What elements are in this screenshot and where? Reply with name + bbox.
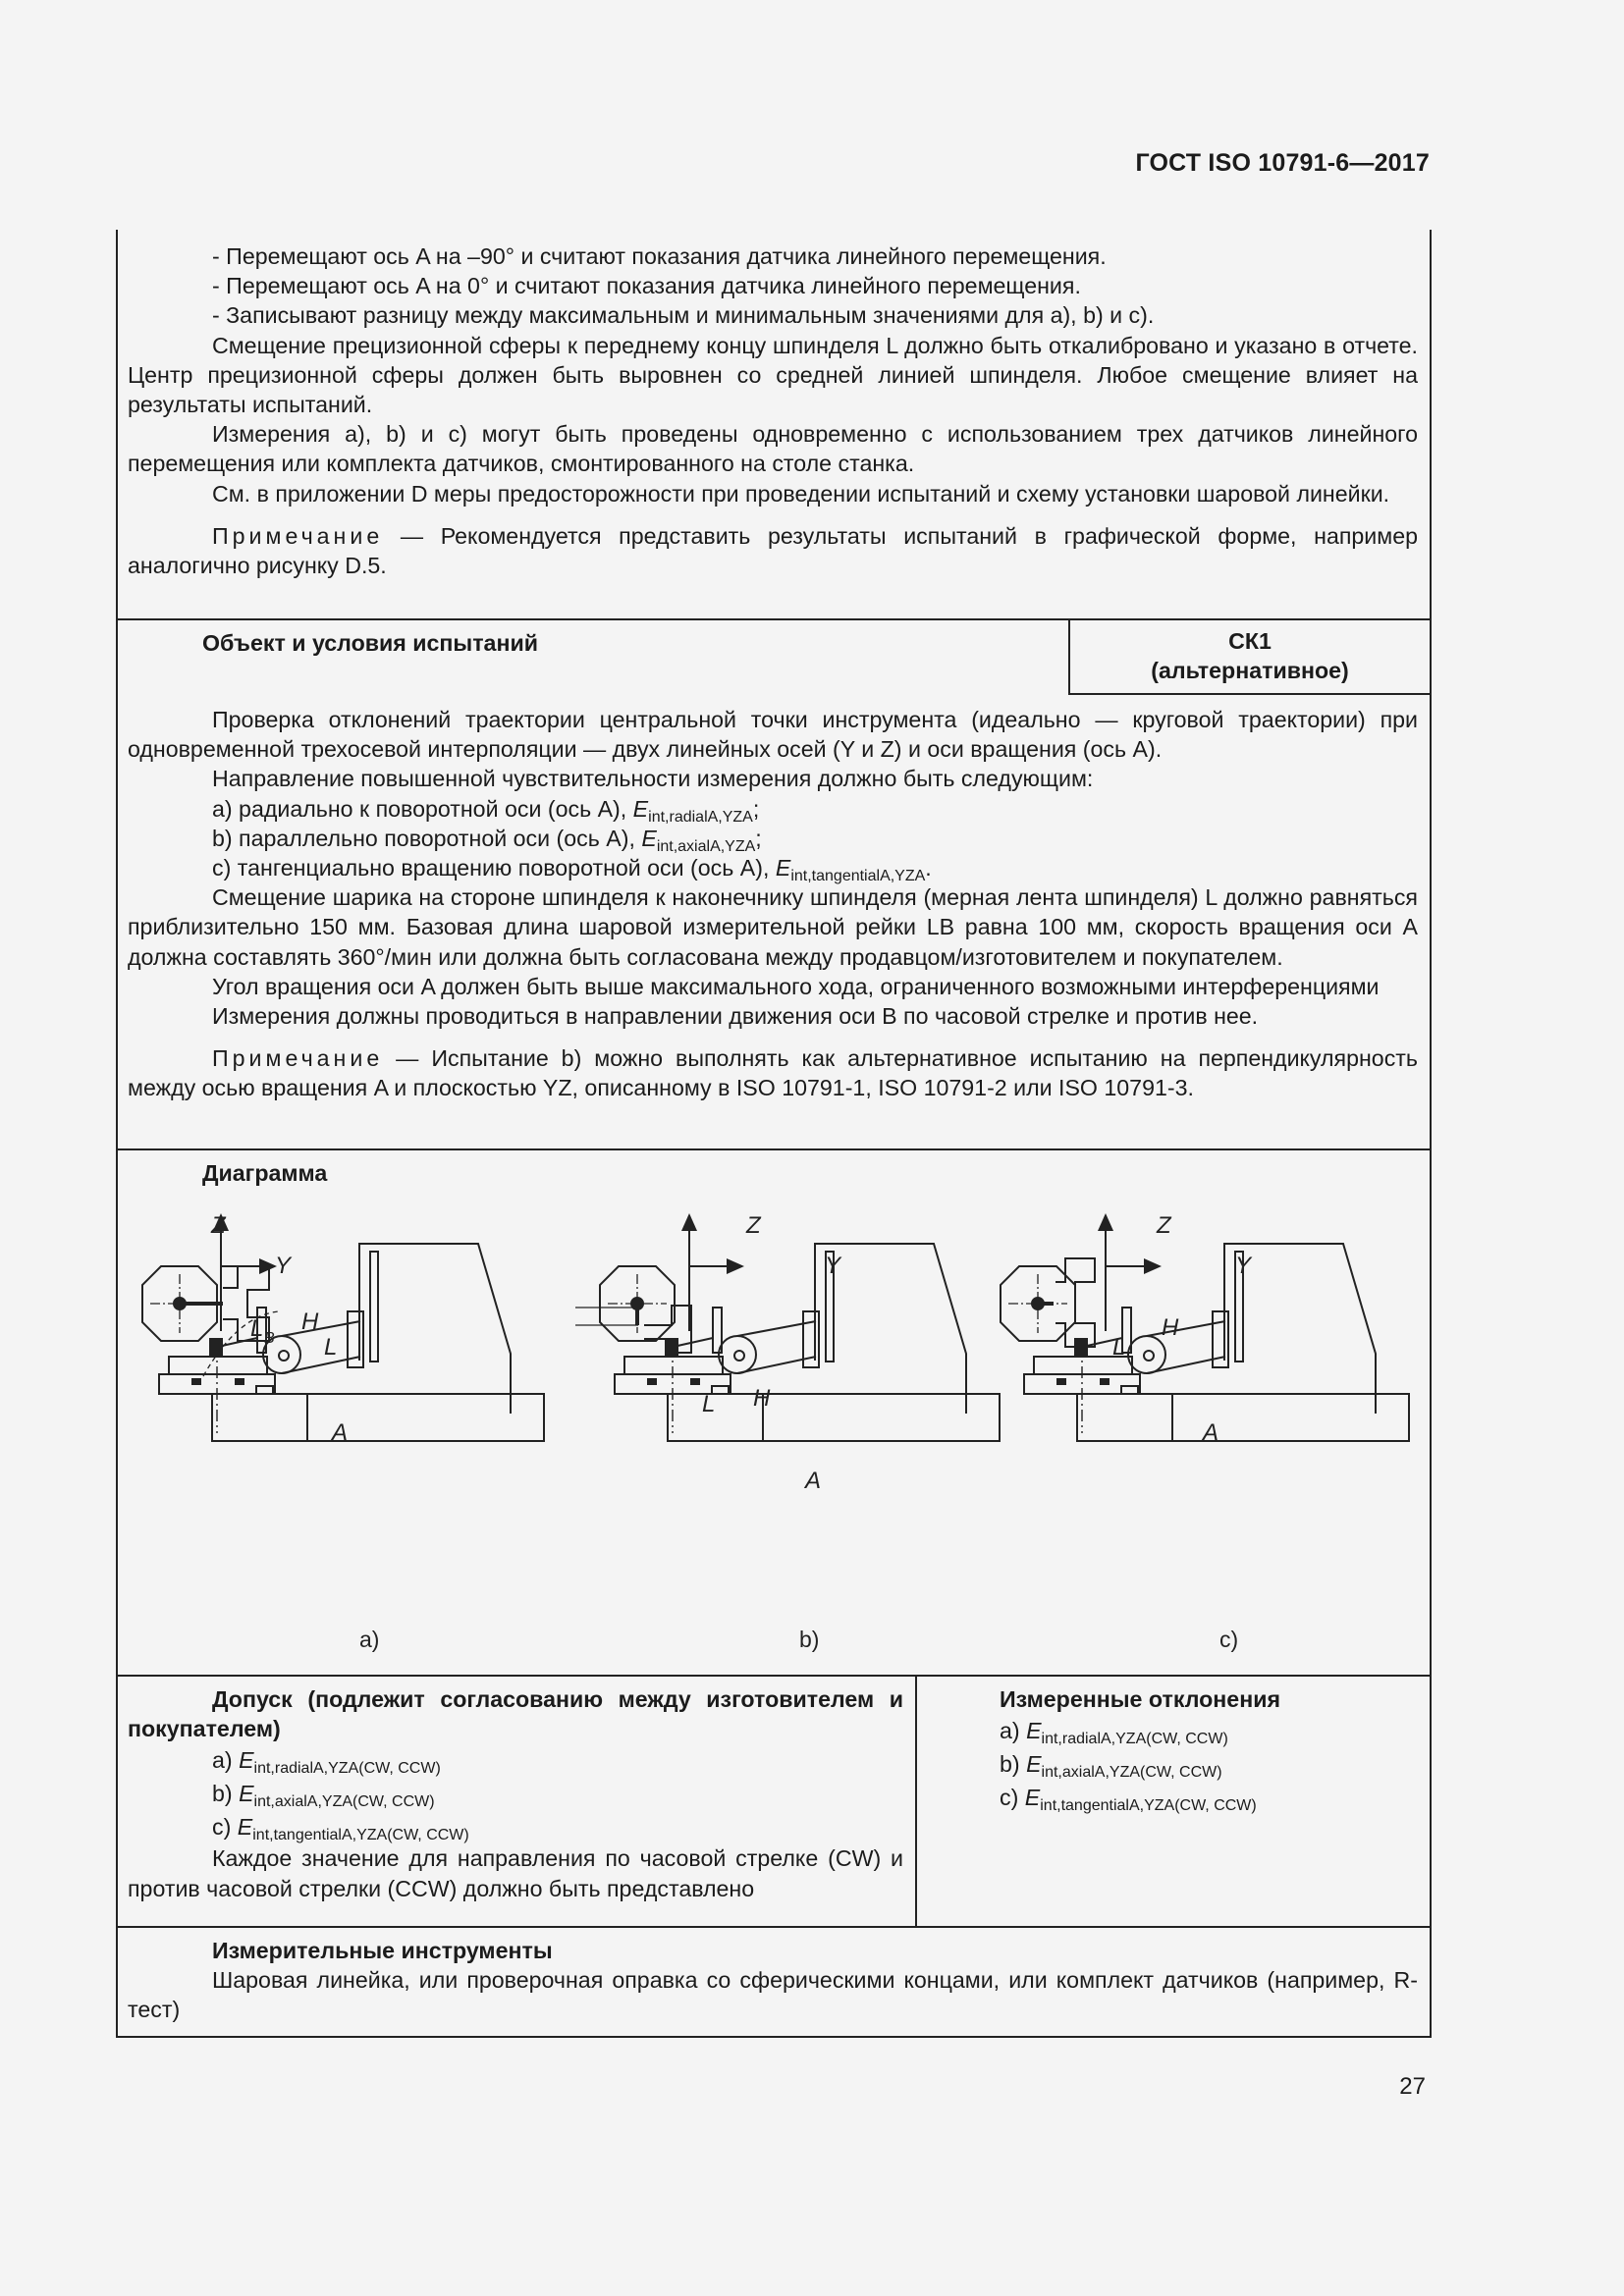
tolerance-text: Каждое значение для направления по часовой стрелке (CW) и против часовой стрелки (CCW) должно быть представлено [128, 1845, 903, 1901]
item-b: b) параллельно поворотной оси (ось A), $E_{int,axialA,YZA}$; [212, 825, 762, 855]
note [128, 1043, 1418, 1102]
measured-item-a: a) $E_{int,radialA,YZA(CW, CCW)}$ [1000, 1718, 1228, 1748]
labels-a [210, 1212, 348, 1446]
svg-text:Z: Z [211, 1212, 226, 1239]
paragraph: Измерения должны проводиться в направлении движения оси B по часовой стрелке и против нее. [212, 1003, 1259, 1030]
tolerance-title: Допуск (подлежит согласованию между изготовителем и покупателем) [128, 1686, 903, 1742]
section-title: Объект и условия испытаний [202, 630, 538, 656]
svg-text:H: H [301, 1308, 319, 1335]
setup-a [142, 1215, 544, 1441]
machine-diagram [118, 1148, 1430, 1675]
svg-text:L: L [324, 1334, 338, 1361]
paragraph: Смещение шарика на стороне шпинделя к наконечнику шпинделя (мерная лента шпинделя) L должно равняться приблизительно 150 мм. Базовая длина шаровой измерительной рейки LB равна 100 мм, скорость вращения оси A должна составлять 360°/мин или должна быть согласована между продавцом/изготовителем и покупателем. [128, 884, 1418, 970]
caption-b: b) [799, 1627, 820, 1652]
note-label: Примечание [212, 522, 384, 549]
svg-text:A: A [332, 1419, 349, 1446]
check-code-box [1068, 618, 1430, 695]
page-number: 27 [1399, 2073, 1426, 2100]
measured-item-b: b) $E_{int,axialA,YZA(CW, CCW)}$ [1000, 1751, 1222, 1782]
note-text: — Рекомендуется представить результаты испытаний в графической форме, например аналогично рисунку D.5. [128, 522, 1418, 579]
svg-text:H: H [1162, 1314, 1179, 1341]
procedure-box [116, 230, 1432, 620]
tolerance-item-c: c) $E_{int,tangentialA,YZA(CW, CCW)}$ [212, 1814, 469, 1844]
svg-text:Z: Z [746, 1212, 761, 1239]
instruments-section [116, 1926, 1432, 2038]
measured-column [1000, 1684, 1412, 1814]
svg-text:B: B [264, 1330, 275, 1347]
svg-text:A: A [805, 1468, 822, 1494]
item-c: c) тангенциально вращению поворотной оси (ось A), $E_{int,tangentialA,YZA}$. [212, 855, 932, 885]
labels-b [702, 1212, 842, 1494]
step-line: - Записывают разницу между максимальным и минимальным значениями для a), b) и c). [212, 302, 1155, 329]
measured-item-c: c) $E_{int,tangentialA,YZA(CW, CCW)}$ [1000, 1785, 1257, 1815]
note-text: — Испытание b) можно выполнять как альтернативное испытанию на перпендикулярность между осью вращения A и плоскостью YZ, описанному в ISO 10791-1, ISO 10791-2 или ISO 10791-3. [128, 1045, 1418, 1101]
paragraph: Проверка отклонений траектории центральной точки инструмента (идеально — круговой траектории) при одновременной трехосевой интерполяции — двух линейных осей (Y и Z) и оси вращения (ось A). [128, 707, 1418, 763]
paragraph: Смещение прецизионной сферы к переднему концу шпинделя L должно быть откалибровано и указано в отчете. Центр прецизионной сферы должен быть выровнен со средней линией шпинделя. Любое смещение влияет на результаты испытаний. [128, 332, 1418, 418]
measured-title: Измеренные отклонения [1000, 1686, 1280, 1712]
test-card [116, 230, 1432, 2039]
item-a: a) радиально к поворотной оси (ось A), $E_{int,radialA,YZA}$; [212, 795, 760, 826]
instruments-title: Измерительные инструменты [212, 1938, 553, 1963]
note [128, 521, 1418, 580]
paragraph: Угол вращения оси A должен быть выше максимального хода, ограниченного возможными интерференциями [212, 973, 1380, 999]
svg-text:Y: Y [275, 1253, 292, 1279]
paragraph: Измерения a), b) и c) могут быть проведены одновременно с использованием трех датчиков линейного перемещения или комплекта датчиков, смонтированного на столе станка. [128, 421, 1418, 477]
svg-text:Y: Y [825, 1253, 841, 1279]
tolerance-item-a: a) $E_{int,radialA,YZA(CW, CCW)}$ [212, 1747, 441, 1778]
diagram-section [116, 1148, 1432, 1677]
svg-text:A: A [1203, 1419, 1219, 1446]
step-line: - Перемещают ось A на 0° и считают показания датчика линейного перемещения. [212, 273, 1081, 299]
diagram-title: Диаграмма [202, 1160, 328, 1186]
svg-text:L: L [702, 1391, 716, 1417]
step-line: - Перемещают ось A на –90° и считают показания датчика линейного перемещения. [212, 243, 1107, 269]
paragraph: См. в приложении D меры предосторожности при проведении испытаний и схему установки шаровой линейки. [212, 480, 1390, 507]
tolerance-item-b: b) $E_{int,axialA,YZA(CW, CCW)}$ [212, 1781, 435, 1811]
paragraph: Направление повышенной чувствительности измерения должно быть следующим: [212, 766, 1094, 792]
svg-text:L: L [1112, 1334, 1126, 1361]
svg-text:Z: Z [1157, 1212, 1171, 1239]
svg-text:L: L [250, 1315, 264, 1342]
svg-text:Y: Y [1235, 1253, 1252, 1279]
object-section [116, 618, 1432, 1150]
note-label: Примечание [212, 1045, 384, 1072]
caption-a: a) [359, 1627, 380, 1652]
tolerance-column [118, 1675, 917, 1926]
svg-text:H: H [753, 1385, 771, 1412]
tolerance-section [116, 1675, 1432, 1928]
caption-c: c) [1219, 1627, 1239, 1652]
check-code-sub: (альтернативное) [1151, 658, 1349, 683]
instruments-text: Шаровая линейка, или проверочная оправка со сферическими концами, или комплект датчиков (например, R-тест) [128, 1967, 1418, 2023]
check-code: СК1 [1228, 628, 1272, 654]
setup-b [575, 1215, 1000, 1441]
setup-c [1001, 1215, 1409, 1441]
page-header: ГОСТ ISO 10791-6—2017 [1135, 149, 1430, 177]
